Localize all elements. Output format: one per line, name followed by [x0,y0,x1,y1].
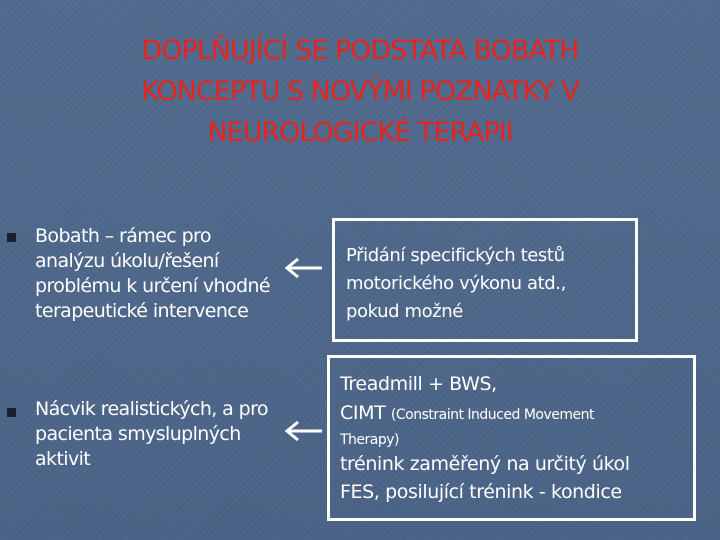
box-line-small: Therapy) [340,432,400,448]
bullet-square-icon [7,233,16,242]
box-line: pokud možné [346,301,463,322]
box-line: motorického výkonu atd., [346,273,566,294]
title-line: NEUROLOGICKÉ TERAPII [207,117,513,148]
box-line: trénink zaměřený na určitý úkol [340,453,630,475]
bullet-line: Bobath – rámec pro [35,225,211,247]
bullet-line: problému k určení vhodné [35,275,270,297]
info-box-text [340,370,630,506]
bullet-square-icon [7,408,16,417]
bullet-line: pacienta smysluplných [35,423,241,445]
bullet-item [35,397,268,472]
box-line: FES, posilující trénink - kondice [340,481,622,503]
title-line: DOPLŇUJÍCÍ SE PODSTATA BOBATH [141,35,579,66]
info-box-text [346,242,566,326]
box-line [340,398,630,430]
box-line: Treadmill + BWS, [340,373,497,395]
box-line-small: (Constraint Induced Movement [390,407,594,423]
slide-title [40,30,680,153]
bullet-line: Nácvik realistických, a pro [35,398,268,420]
left-arrow-icon [282,419,324,443]
title-line: KONCEPTU S NOVÝMI POZNATKY V [141,76,579,107]
box-line-main: CIMT [340,402,386,424]
box-line: Přidání specifických testů [346,245,565,266]
bullet-item [35,224,270,324]
bullet-line: analýzu úkolu/řešení [35,250,219,272]
bullet-line: aktivit [35,448,91,470]
bullet-line: terapeutické intervence [35,300,249,322]
left-arrow-icon [282,256,324,280]
